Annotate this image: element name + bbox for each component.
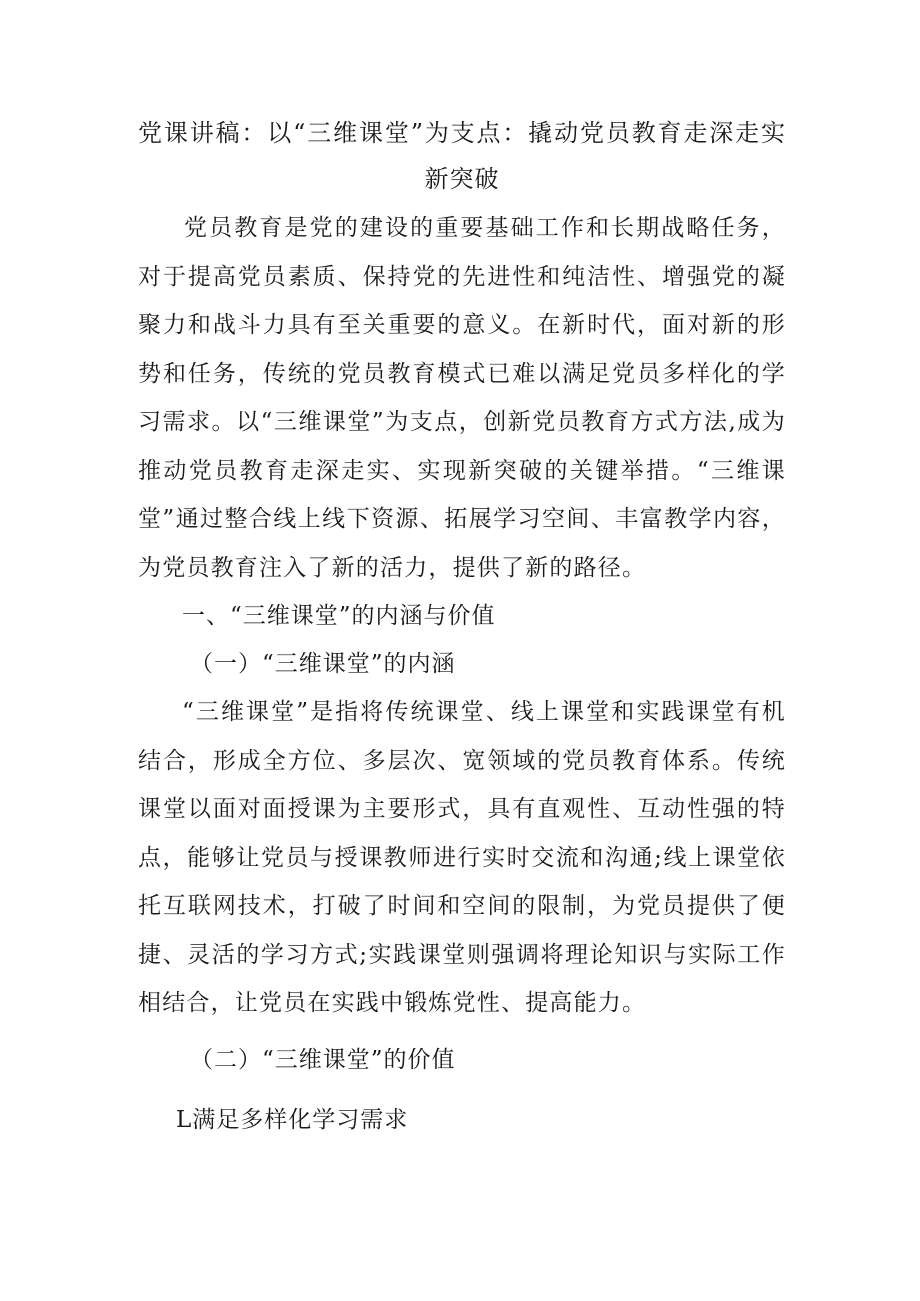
document-page: [138, 110, 786, 1144]
subsection-1-paragraph: “三维课堂”是指将传统课堂、线上课堂和实践课堂有机结合，形成全方位、多层次、宽领域的党员教育体系。传统课堂以面对面授课为主要形式，具有直观性、互动性强的特点，能够让党员与授课教师进行实时交流和沟通;线上课堂依托互联网技术，打破了时间和空间的限制，为党员提供了便捷、灵活的学习方式;实践课堂则强调将理论知识与实际工作相结合，让党员在实践中锻炼党性、提高能力。: [138, 699, 786, 1016]
intro-paragraph: 党员教育是党的建设的重要基础工作和长期战略任务，对于提高党员素质、保持党的先进性和纯洁性、增强党的凝聚力和战斗力具有至关重要的意义。在新时代，面对新的形势和任务，传统的党员教育模式已难以满足党员多样化的学习需求。以“三维课堂”为支点，创新党员教育方式方法,成为推动党员教育走深走实、实现新突破的关键举措。“三维课堂”通过整合线上线下资源、拓展学习空间、丰富教学内容，为党员教育注入了新的活力，提供了新的路径。: [138, 215, 786, 581]
section-1-heading: 一、“三维课堂”的内涵与价值: [182, 603, 496, 629]
subsection-2-heading: （二）“三维课堂”的价值: [190, 1046, 456, 1073]
list-item-1: L满足多样化学习需求: [176, 1106, 409, 1133]
document-title: 党课讲稿：以“三维课堂”为支点：撬动党员教育走深走实新突破: [138, 119, 786, 193]
subsection-1-heading: （一）“三维课堂”的内涵: [190, 651, 456, 677]
